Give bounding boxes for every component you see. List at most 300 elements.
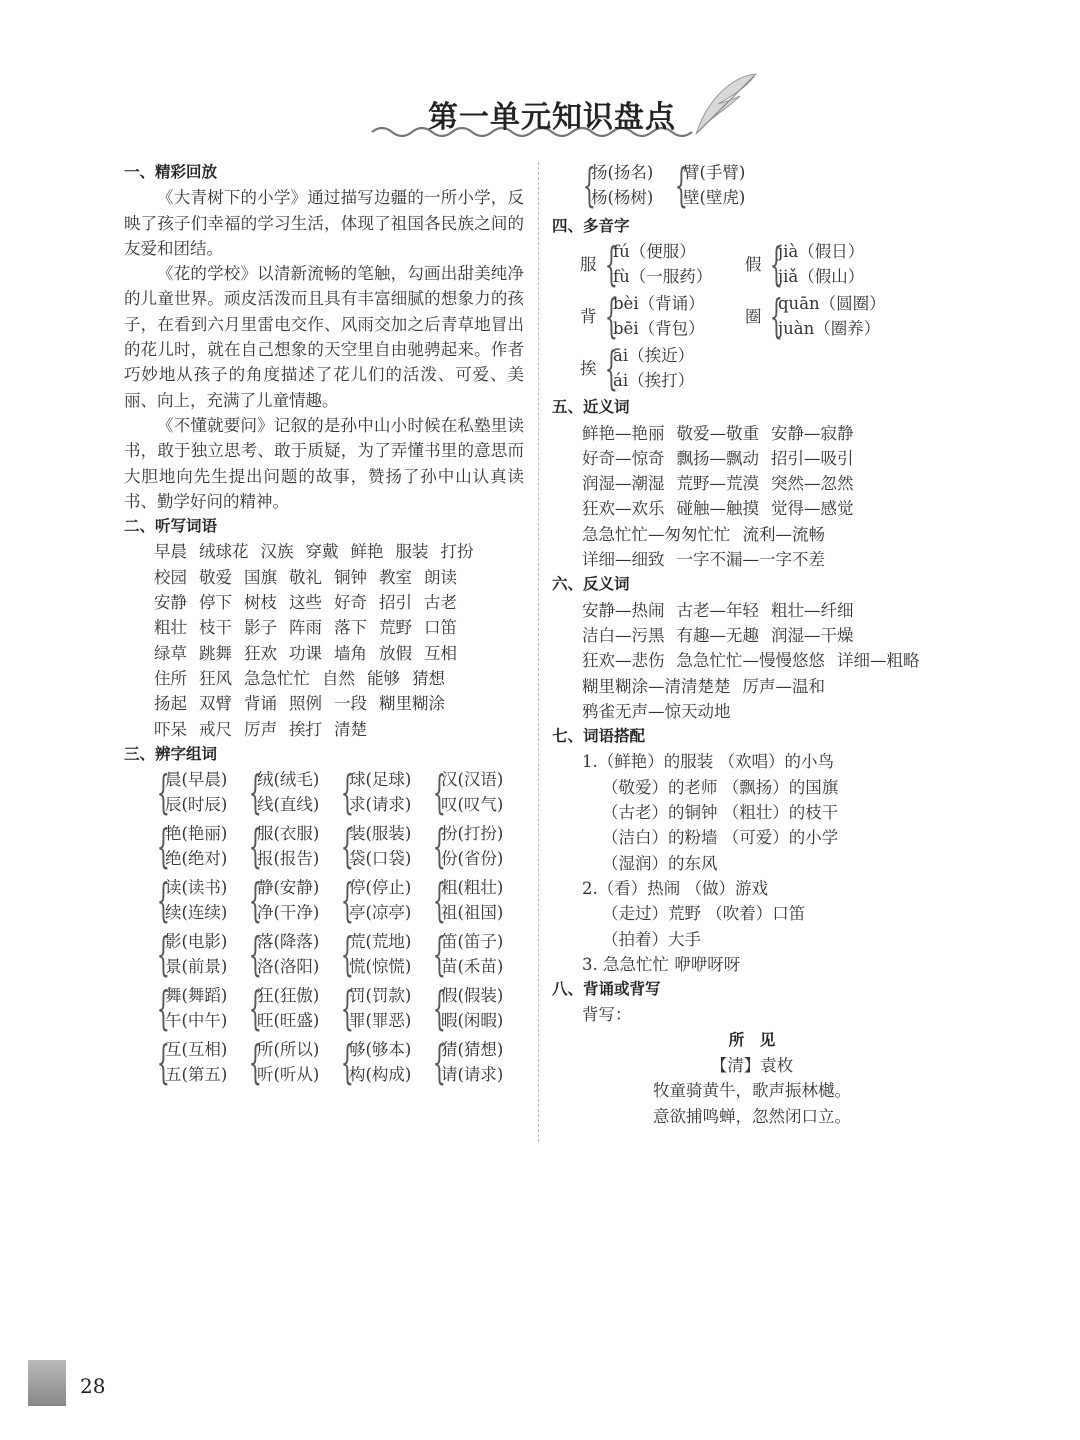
dictation-word: 古老 [424,593,457,613]
word-a: 绒(绒毛) [257,770,320,790]
polyphone-readings [778,239,864,289]
brace-icon: { [156,765,170,820]
word-a: 影(电影) [165,932,228,952]
brace-lines [441,983,503,1033]
poem-line: 牧童骑黄牛，歌声振林樾。 [653,1081,851,1101]
collocation-line: （古老）的铜钟 （粗壮）的枝干 [602,803,839,823]
collocation-line: 2.（看）热闹 （做）游戏 [582,878,768,898]
brace-icon: { [156,873,170,928]
character-pair [430,765,522,820]
section-heading: 五、近义词 [552,398,630,417]
collocation-line: 3. 急急忙忙 咿咿呀呀 [582,954,741,974]
brace-lines [257,767,319,817]
page-number: 28 [80,1374,106,1398]
poem-line: 意欲捕鸣蝉，忽然闭口立。 [653,1106,851,1126]
word-a: 汉(汉语) [441,770,504,790]
word-b: 辰(时辰) [165,795,228,815]
word-row [124,691,524,716]
dictation-word: 树枝 [244,593,277,613]
brace-icon: { [604,237,618,292]
brace-icon: { [156,819,170,874]
word-pair: 急急忙忙—匆匆忙忙 [582,524,731,544]
brace-lines [441,821,503,871]
character-pair [246,981,338,1036]
character-pair [430,927,522,982]
page-corner-tab [28,1360,66,1406]
character-pair [154,873,246,928]
collocation-line: （敬爱）的老师 （飘扬）的国旗 [602,777,839,797]
word-b: 午(中午) [165,1011,228,1031]
summary-paragraph: 《大青树下的小学》通过描写边疆的一所小学，反映了孩子们幸福的学习生活，体现了祖国各民族之间的友爱和团结。 [124,188,524,258]
poem-title: 所 见 [728,1030,776,1049]
dictation-word: 住所 [154,668,187,688]
word-b: 罪(罪恶) [349,1011,412,1031]
brace-icon: { [340,873,354,928]
word-b: 袋(口袋) [349,849,412,869]
dictation-word: 挨打 [289,719,322,739]
reading-a: quān（圆圈） [778,294,886,314]
word-b: 景(前景) [165,957,228,977]
word-a: 笛(笛子) [441,932,504,952]
brace-icon: { [432,981,446,1036]
word-b: 绝(绝对) [165,849,228,869]
polyphone-item [580,237,745,292]
dictation-word: 落下 [334,618,367,638]
word-pair: 荒野—荒漠 [676,474,759,494]
dictation-word: 鲜艳 [350,542,384,562]
word-a: 粗(粗壮) [441,878,504,898]
dictation-word: 荒野 [379,618,412,638]
word-pair: 详细—细致 [582,550,665,570]
dictation-word: 戒尺 [199,719,232,739]
word-b: 听(听从) [257,1065,320,1085]
word-b: 壁(壁虎) [683,188,746,207]
word-row [124,615,524,640]
word-b: 求(请求) [349,795,412,815]
character-pair [154,819,246,874]
word-pair: 狂欢—欢乐 [582,499,665,519]
word-pair: 一字不漏—一字不差 [676,550,825,570]
character-pair [430,873,522,928]
brace-lines [349,983,411,1033]
polyphone-readings [613,239,712,289]
group-row [154,819,524,874]
synonym-row [552,421,952,446]
section-heading: 八、背诵或背写 [552,980,661,999]
word-a: 够(够本) [349,1040,412,1060]
group-row [154,981,524,1036]
brace-lines [165,983,227,1033]
character-pair [246,765,338,820]
word-pair: 洁白—污黑 [582,625,665,645]
brace-lines [165,875,227,925]
dictation-word: 绒球花 [199,542,249,562]
brace-icon: { [582,158,596,212]
dictation-word: 猜想 [412,668,445,688]
brace-lines [349,929,411,979]
word-a: 罚(罚款) [349,986,412,1006]
brace-icon: { [432,927,446,982]
dictation-word: 校园 [154,567,187,587]
brace-lines [165,821,227,871]
brace-icon: { [432,873,446,928]
word-b: 亭(凉亭) [349,903,412,923]
brace-lines [441,929,503,979]
feather-icon [688,70,760,142]
dictation-word: 双臂 [199,694,232,714]
character-pair [430,819,522,874]
brace-lines [257,821,319,871]
character-groups [124,765,524,1090]
reading-a: bèi（背诵） [613,294,705,314]
word-b: 续(连续) [165,903,228,923]
polyphone-row [552,341,952,396]
section-heading: 三、辨字组词 [124,744,218,763]
character-pair [580,160,672,210]
dictation-word: 安静 [154,593,187,613]
page-header [370,70,770,150]
dictation-word: 狂欢 [244,643,277,663]
brace-icon: { [769,237,783,292]
character-pair [154,927,246,982]
word-row [124,641,524,666]
word-a: 假(假装) [441,986,504,1006]
brace-icon: { [248,1035,262,1090]
section-heading: 七、词语搭配 [552,727,646,746]
word-pair: 有趣—无趣 [676,625,759,645]
brace-icon: { [604,341,618,396]
word-pair: 鸦雀无声—惊天动地 [582,701,731,721]
character-pair [246,819,338,874]
dictation-word: 放假 [379,643,412,663]
polyphone-row [552,237,952,292]
dictation-word: 照例 [289,694,322,714]
word-b: 慌(惊慌) [349,957,412,977]
synonym-row [552,522,952,547]
word-a: 球(足球) [349,770,412,790]
brace-icon: { [340,765,354,820]
brace-lines [349,1037,411,1087]
brace-icon: { [432,765,446,820]
character-pair [246,927,338,982]
brace-lines [441,767,503,817]
brace-lines [349,767,411,817]
word-row [124,590,524,615]
word-b: 苗(禾苗) [441,957,504,977]
synonym-row [552,547,952,572]
word-pair: 安静—寂静 [771,423,854,443]
brace-icon: { [769,289,783,344]
brace-lines [165,929,227,979]
brace-icon: { [604,289,618,344]
collocation-line: （拍着）大手 [602,929,701,949]
dictation-word: 早晨 [154,542,187,562]
dictation-word: 狂风 [199,668,232,688]
collocation-line: （湿润）的东风 [602,853,718,873]
reading-b: juàn（圈养） [778,319,881,339]
dictation-word: 口笛 [424,618,457,638]
word-a: 停(停止) [349,878,412,898]
character-pair [430,981,522,1036]
brace-icon: { [432,819,446,874]
brace-lines [165,1037,227,1087]
word-b: 祖(祖国) [441,903,504,923]
word-pair: 流利—流畅 [742,524,825,544]
antonym-row [552,699,952,724]
word-b: 旺(旺盛) [257,1011,320,1031]
brace-icon: { [340,1035,354,1090]
poem-author: 【清】袁枚 [710,1056,794,1076]
word-a: 服(衣服) [257,824,320,844]
summary-paragraph: 《花的学校》以清新流畅的笔触，勾画出甜美纯净的儿童世界。顽皮活泼而且具有丰富细腻的想象力的孩子，在看到六月里雷电交作、风雨交加之后青草地冒出的花儿时，就在自己想象的天空里自由驰骋起来。作者巧妙地从孩子的角度描述了花儿们的活泼、可爱、美丽、向上，充满了儿童情趣。 [124,264,524,410]
character-pair [338,873,430,928]
character-pair [246,873,338,928]
word-pair: 鲜艳—艳丽 [582,423,665,443]
brace-lines [349,821,411,871]
dictation-word: 吓呆 [154,719,187,739]
polyphone-char: 服 [580,254,597,274]
word-pair: 安静—热闹 [582,600,665,620]
dictation-word: 敬礼 [289,567,322,587]
brace-icon: { [248,765,262,820]
dictation-word: 枝干 [199,618,232,638]
polyphone-row [552,289,952,344]
brace-icon: { [340,819,354,874]
polyphone-char: 背 [580,306,597,326]
dictation-word: 急急忙忙 [244,668,310,688]
brace-lines [683,160,745,210]
synonym-row [552,471,952,496]
word-a: 晨(早晨) [165,770,228,790]
word-pair: 觉得—感觉 [771,499,854,519]
dictation-word: 好奇 [334,593,367,613]
dictation-word: 招引 [379,593,412,613]
character-pair [338,819,430,874]
reading-b: jiǎ（假山） [778,267,865,287]
word-b: 叹(叹气) [441,795,504,815]
recite-label: 背写： [582,1005,632,1025]
polyphone-item [745,237,910,292]
dictation-word: 一段 [334,694,367,714]
word-a: 舞(舞蹈) [165,986,228,1006]
word-pair: 突然—忽然 [771,474,854,494]
polyphone-item [580,341,745,396]
word-pair: 古老—年轻 [676,600,759,620]
brace-lines [257,875,319,925]
word-b: 份(省份) [441,849,504,869]
word-pair: 招引—吸引 [771,448,854,468]
dictation-word: 绿草 [154,643,187,663]
word-pair: 厉声—温和 [742,676,825,696]
dictation-word: 粗壮 [154,618,187,638]
word-pair: 敬爱—敬重 [676,423,759,443]
dictation-word: 清楚 [334,719,367,739]
word-row [124,539,524,564]
brace-icon: { [340,981,354,1036]
column-divider [538,162,539,1142]
dictation-word: 跳舞 [199,643,232,663]
dictation-word: 教室 [379,567,412,587]
dictation-word: 墙角 [334,643,367,663]
brace-icon: { [156,1035,170,1090]
reading-a: fú（便服） [613,242,696,262]
word-pair: 急急忙忙—慢慢悠悠 [676,651,825,671]
polyphone-readings [613,343,694,393]
antonym-row [552,648,952,673]
character-pair [672,160,764,210]
word-a: 静(安静) [257,878,320,898]
dictation-word: 扬起 [154,694,187,714]
polyphone-char: 假 [745,254,762,274]
word-pair: 碰触—触摸 [676,499,759,519]
word-a: 扬(扬名) [591,163,654,182]
brace-icon: { [248,819,262,874]
group-row [552,160,952,210]
word-b: 洛(洛阳) [257,957,320,977]
summary-paragraph: 《不懂就要问》记叙的是孙中山小时候在私塾里读书，敢于独立思考、敢于质疑，为了弄懂书里的意思而大胆地向先生提出问题的故事，赞扬了孙中山认真读书、勤学好问的精神。 [124,415,524,511]
word-row [124,565,524,590]
word-row [124,717,524,742]
dictation-word: 糊里糊涂 [379,694,445,714]
group-row [154,927,524,982]
word-b: 请(请求) [441,1065,504,1085]
word-a: 装(服装) [349,824,412,844]
word-a: 读(读书) [165,878,228,898]
character-pair [338,765,430,820]
brace-icon: { [248,873,262,928]
character-pair [154,981,246,1036]
brace-icon: { [248,927,262,982]
dictation-word: 这些 [289,593,322,613]
polyphone-char: 挨 [580,358,597,378]
reading-b: ái（挨打） [613,371,695,391]
brace-lines [349,875,411,925]
brace-lines [165,767,227,817]
brace-lines [257,1037,319,1087]
brace-lines [441,1037,503,1087]
polyphone-char: 圈 [745,306,762,326]
group-row [154,1035,524,1090]
word-pair: 润湿—潮湿 [582,474,665,494]
word-b: 五(第五) [165,1065,228,1085]
section-heading: 四、多音字 [552,217,630,235]
brace-icon: { [156,927,170,982]
word-b: 净(干净) [257,903,320,923]
word-a: 猜(猜想) [441,1040,504,1060]
brace-lines [441,875,503,925]
word-pair: 好奇—惊奇 [582,448,665,468]
collocation-line: 1.（鲜艳）的服装 （欢唱）的小鸟 [582,752,834,772]
dictation-word: 汉族 [260,542,294,562]
word-a: 狂(狂傲) [257,986,320,1006]
word-b: 报(报告) [257,849,320,869]
polyphone-item [745,289,910,344]
collocation-line: （洁白）的粉墙 （可爱）的小学 [602,828,839,848]
word-a: 荒(荒地) [349,932,412,952]
dictation-word: 阵雨 [289,618,322,638]
dictation-word: 背诵 [244,694,277,714]
word-b: 暇(闲暇) [441,1011,504,1031]
group-row [154,873,524,928]
reading-b: bēi（背包） [613,319,705,339]
character-pair [338,927,430,982]
reading-b: fù（一服药） [613,267,713,287]
dictation-word: 敬爱 [199,567,232,587]
word-pair: 飘扬—飘动 [676,448,759,468]
word-pair: 狂欢—悲伤 [582,651,665,671]
word-a: 艳(艳丽) [165,824,228,844]
reading-a: āi（挨近） [613,346,695,366]
polyphone-readings [778,291,886,341]
character-pair [154,765,246,820]
group-row [154,765,524,820]
brace-icon: { [674,158,688,212]
dictation-word: 朗读 [424,567,457,587]
polyphone-item [580,289,745,344]
dictation-word: 能够 [367,668,400,688]
left-column [124,160,524,1091]
word-a: 扮(打扮) [441,824,504,844]
word-pair: 润湿—干燥 [771,625,854,645]
word-b: 构(构成) [349,1065,412,1085]
dictation-word: 自然 [322,668,355,688]
brace-icon: { [156,981,170,1036]
dictation-word: 打扮 [440,542,474,562]
character-pair [246,1035,338,1090]
dictation-word: 铜钟 [334,567,367,587]
polyphone-readings [613,291,705,341]
page-title: 第一单元知识盘点 [428,100,676,135]
brace-icon: { [340,927,354,982]
dictation-word: 影子 [244,618,277,638]
dictation-word: 停下 [199,593,232,613]
brace-icon: { [432,1035,446,1090]
dictation-word: 国旗 [244,567,277,587]
synonym-row [552,496,952,521]
character-pair [154,1035,246,1090]
section-heading: 六、反义词 [552,575,630,594]
brace-lines [257,983,319,1033]
dictation-word: 功课 [289,643,322,663]
section-heading: 二、听写词语 [124,517,218,536]
brace-icon: { [248,981,262,1036]
word-a: 所(所以) [257,1040,320,1060]
word-a: 互(互相) [165,1040,228,1060]
antonym-row [552,674,952,699]
character-pair [338,981,430,1036]
character-pair [338,1035,430,1090]
word-a: 落(降落) [257,932,320,952]
word-pair: 详细—粗略 [837,651,920,671]
brace-lines [591,160,653,210]
synonym-row [552,446,952,471]
dictation-word: 穿戴 [305,542,339,562]
word-b: 线(直线) [257,795,320,815]
word-pair: 糊里糊涂—清清楚楚 [582,676,731,696]
word-row [124,666,524,691]
brace-lines [257,929,319,979]
reading-a: jià（假日） [778,242,865,262]
collocation-line: （走过）荒野 （吹着）口笛 [602,904,806,924]
section-heading: 一、精彩回放 [124,163,218,181]
character-pair [430,1035,522,1090]
dictation-word: 互相 [424,643,457,663]
word-a: 臂(手臂) [683,163,746,182]
antonym-row [552,598,952,623]
dictation-word: 服装 [395,542,429,562]
right-column [552,160,952,1129]
word-b: 杨(杨树) [591,188,654,207]
